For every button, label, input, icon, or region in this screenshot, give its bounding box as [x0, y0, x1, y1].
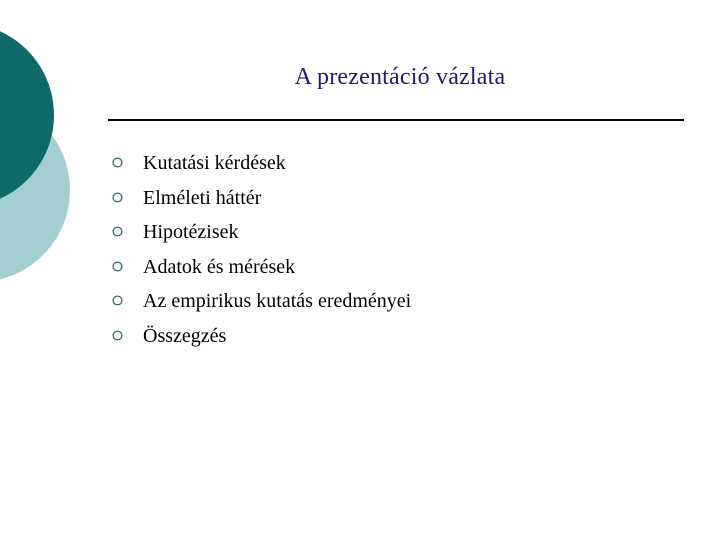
hollow-circle-bullet-icon	[112, 192, 123, 203]
list-item	[112, 185, 411, 220]
list-item-text: Hipotézisek	[143, 221, 239, 244]
slide-title: A prezentáció vázlata	[294, 64, 506, 90]
list-item	[112, 219, 411, 254]
list-item-text: Elméleti háttér	[143, 186, 262, 209]
hollow-circle-bullet-icon	[112, 261, 123, 272]
list-item	[112, 288, 411, 323]
list-item-text: Adatok és mérések	[143, 255, 296, 278]
title-divider	[108, 119, 684, 121]
list-item	[112, 150, 411, 185]
list-item	[112, 254, 411, 289]
list-item-text: Kutatási kérdések	[143, 152, 286, 174]
list-item-text: Az empirikus kutatás eredményei	[143, 290, 412, 313]
hollow-circle-bullet-icon	[112, 226, 123, 237]
hollow-circle-bullet-icon	[112, 157, 123, 168]
corner-circles-decoration	[0, 0, 80, 300]
list-item	[112, 323, 411, 358]
hollow-circle-bullet-icon	[112, 330, 123, 341]
bullet-list	[112, 150, 411, 358]
list-item-text: Összegzés	[143, 324, 227, 347]
hollow-circle-bullet-icon	[112, 295, 123, 306]
